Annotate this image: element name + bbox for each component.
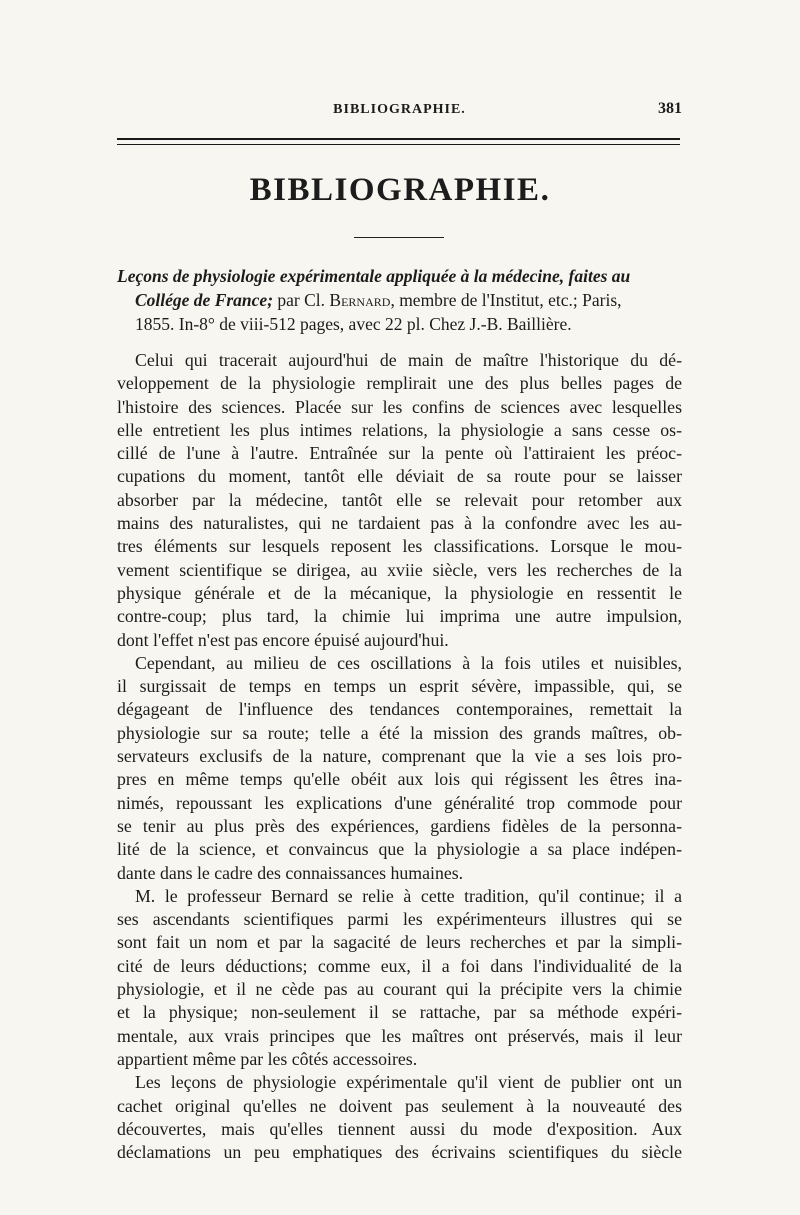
body-line: Cependant, au milieu de ces oscillations à la fois utiles et nuisibles, xyxy=(135,652,682,673)
body-line: appartient même par les côtés accessoires. xyxy=(117,1048,418,1069)
body-line: découvertes, mais qu'elles tiennent aussi du mode d'exposition. Aux xyxy=(117,1118,682,1139)
body-line: absorber par la médecine, tantôt elle se relevait pour retomber aux xyxy=(117,489,682,510)
running-title: BIBLIOGRAPHIE. xyxy=(333,102,466,117)
header-rule-thin xyxy=(117,144,680,145)
bibliographic-reference xyxy=(117,264,682,336)
body-line: servateurs exclusifs de la nature, comprenant que la vie a ses lois pro- xyxy=(117,746,682,767)
body-line: dont l'effet n'est pas encore épuisé aujourd'hui. xyxy=(117,629,449,650)
page-number: 381 xyxy=(658,100,682,117)
reference-title-part-1: Leçons de physiologie expérimentale appliquée à la médecine, faites au xyxy=(117,266,631,286)
body-line: elle entretient les plus intimes relations, la physiologie a sans cesse os- xyxy=(117,419,682,440)
header-rule-thick xyxy=(117,138,680,140)
section-divider xyxy=(354,237,444,238)
reference-line-1 xyxy=(117,264,682,288)
body-line: ses ascendants scientifiques parmi les expérimenteurs illustres qui se xyxy=(117,909,682,930)
body-line: pres en même temps qu'elle obéit aux lois qui régissent les êtres ina- xyxy=(117,769,682,790)
reference-affiliation: , membre de l'Institut, etc.; Paris, xyxy=(390,290,622,310)
reference-by: par Cl. xyxy=(273,290,330,310)
body-line: Celui qui tracerait aujourd'hui de main de maître l'historique du dé- xyxy=(135,350,682,370)
body-line: cachet original qu'elles ne doivent pas seulement à la nouveauté des xyxy=(117,1095,682,1116)
body-line: cité de leurs déductions; comme eux, il a foi dans l'individualité de la xyxy=(117,955,682,976)
body-line: physiologie, et il ne cède pas au courant qui la précipite vers la chimie xyxy=(117,979,682,1000)
body-line: nimés, repoussant les explications d'une généralité trop commode pour xyxy=(117,792,682,813)
body-line: il surgissait de temps en temps un esprit sévère, impassible, qui, se xyxy=(117,676,682,697)
body-line: mentale, aux vrais principes que les maîtres ont préservés, mais il leur xyxy=(117,1025,682,1046)
body-line: mains des naturalistes, qui ne tardaient pas à la confondre avec les au- xyxy=(117,513,682,534)
section-title: BIBLIOGRAPHIE. xyxy=(249,172,551,208)
reference-author: Bernard xyxy=(329,290,391,310)
reference-line-2 xyxy=(117,288,682,312)
body-line: tres éléments sur lesquels reposent les classifications. Lorsque le mou- xyxy=(117,536,682,557)
body-line: et la physique; non-seulement il se rattache, par sa méthode expéri- xyxy=(117,1002,682,1023)
body-line: l'histoire des sciences. Placée sur les confins de sciences avec lesquelles xyxy=(117,396,682,417)
body-line: lité de la science, et convaincus que la physiologie a sa place indépen- xyxy=(117,839,682,860)
reference-title-part-2: Collége de France; xyxy=(135,290,274,310)
body-text xyxy=(117,349,682,1164)
body-line: contre-coup; plus tard, la chimie lui imprima une autre impulsion, xyxy=(117,606,682,627)
body-line: cillé de l'une à l'autre. Entraînée sur la pente où l'attiraient les préoc- xyxy=(117,443,682,464)
body-line: cupations du moment, tantôt elle déviait de sa route pour se laisser xyxy=(117,466,682,487)
body-line: sont fait un nom et par la sagacité de leurs recherches et par la simpli- xyxy=(117,932,682,953)
body-line: se tenir au plus près des expériences, gardiens fidèles de la personna- xyxy=(117,815,682,836)
reference-line-3: 1855. In-8° de viii-512 pages, avec 22 pl. Chez J.-B. Baillière. xyxy=(135,314,572,334)
body-line: physiologie sur sa route; telle a été la mission des grands maîtres, ob- xyxy=(117,722,682,743)
body-line: physique générale et de la mécanique, la physiologie en ressentit le xyxy=(117,582,682,603)
body-line: Les leçons de physiologie expérimentale qu'il vient de publier ont un xyxy=(135,1072,682,1093)
body-line: dante dans le cadre des connaissances humaines. xyxy=(117,862,464,883)
body-line: M. le professeur Bernard se relie à cette tradition, qu'il continue; il a xyxy=(135,885,682,906)
body-line: déclamations un peu emphatiques des écrivains scientifiques du siècle xyxy=(117,1142,682,1163)
body-line: vement scientifique se dirigea, au xviie siècle, vers les recherches de la xyxy=(117,559,682,580)
body-line: veloppement de la physiologie remplirait une des plus belles pages de xyxy=(117,373,682,394)
body-line: dégageant de l'influence des tendances contemporaines, remettait la xyxy=(117,699,682,720)
running-head xyxy=(117,100,682,124)
